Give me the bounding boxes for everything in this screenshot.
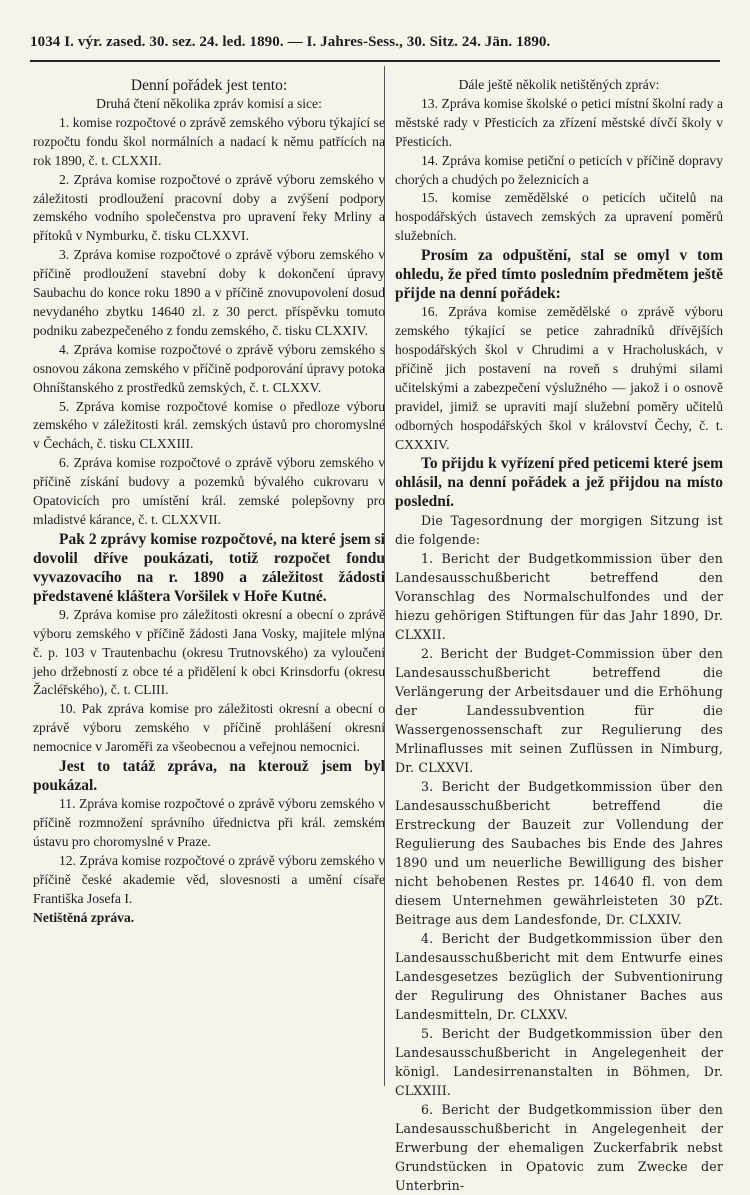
unprinted-note: Netištěná zpráva. [33, 909, 135, 925]
agenda-item: 2. Zpráva komise rozpočtové o zprávě výboru zemského v záležitosti prodloužení pracovní doby a zvýšení podpory zemského vodního společenstva pro upravení řeky Mrliny a přítoků v Nymburku, č. tisku CLXXVI. [33, 171, 385, 244]
agenda-item: 11. Zpráva komise rozpočtové o zprávě výboru zemského v příčině rozmnožení správního úřednictva při král. zemském ústavu pro choromyslné v Praze. [33, 796, 385, 849]
bold-remark: Pak 2 zprávy komise rozpočtové, na které jsem si dovolil dříve poukázati, totiž rozpočet fondu vyvazovacího na r. 1890 a záležitost žádosti představené kláštera Voršilek v Hoře Kutné. [33, 530, 385, 605]
german-item: 5. Bericht der Budgetkommission über den Landesausschußbericht in Angelegenheit der königl. Landesirrenanstalten in Böhmen, Dr. CLXXIII. [395, 1026, 723, 1099]
agenda-item: 15. komise zemědělské o peticích učitelů na hospodářských ústavech zemských za upravení poměrů služebních. [395, 190, 723, 244]
agenda-item: 3. Zpráva komise rozpočtové o zprávě výboru zemského v příčině prodloužení stavební doby k dokončení úpravy Saubachu do konce roku 1890 a v příčině znovupovolení dosud nevydaného zbytku 14640 zl. z 30 perct. příspěvku tomuto podniku zabezpečeného z fondu zemského, č. tisku CLXXIV. [33, 247, 385, 338]
german-item: 2. Bericht der Budget-Commission über den Landesausschußbericht betreffend die Verlängerung der Arbeitsdauer und die Erhöhung der Landessubvention für die Wassergenossenschaft zur Regulierung des Mrlinaflusses mit seinen Zuflüssen in Nimburg, Dr. CLXXVI. [395, 646, 723, 776]
agenda-item: 5. Zpráva komise rozpočtové komise o předloze výboru zemského v záležitosti král. zemských ústavů pro choromyslné v Čechách, č. tisku CLXXIII. [33, 398, 385, 452]
left-column [33, 76, 385, 927]
header-rule [30, 60, 720, 62]
agenda-item: 1. komise rozpočtové o zprávě zemského výboru týkající se rozpočtu fondu škol normálních a nadací k němu patřících na rok 1890, č. t. CLXXII. [33, 114, 385, 168]
right-title: Dále ještě několik netištěných zpráv: [458, 77, 660, 92]
agenda-item: 10. Pak zpráva komise pro záležitosti okresní a obecní o zprávě výboru zemského v příčině prohlášení okresní nemocnice v Jaroměři za všeobecnou a veřejnou nemocnici. [33, 701, 385, 755]
agenda-item: 12. Zpráva komise rozpočtové o zprávě výboru zemského v příčině české akademie věd, slovesnosti a umění císaře Františka Josefa I. [33, 852, 385, 906]
german-item: 1. Bericht der Budgetkommission über den Landesausschußbericht betreffend den Voranschlag des Normalschulfondes und der hiezu gehörigen Stiftungen für das Jahr 1890, Dr. CLXXII. [395, 551, 723, 643]
agenda-item: 16. Zpráva komise zemědělské o zprávě výboru zemského týkající se petice zahradníků dřívějších hospodářských škol v Chrudimi a v Hracholuskách, v příčině jich postavení na roveň s druhými silami učitelskými a zabezpečení výslužného — jakož i o osnově pravidel, jimiž se upraviti mají služební poměry učitelů odborných hospodářských škol v království Čechy, č. t. CXXXIV. [395, 304, 723, 452]
left-intro: Druhá čtení několika zpráv komisí a sice: [96, 96, 322, 111]
agenda-item: 9. Zpráva komise pro záležitosti okresní a obecní o zprávě výboru zemského v příčině žádosti Jana Vosky, majitele mlýna č. p. 103 v Trautenbachu (okresu Trutnovského) za vyloučení jeho držebností z obce té a přidělení k obci Krinsdorfu (okresu Žacléřského), č. t. CLIII. [33, 606, 385, 698]
agenda-item: 14. Zpráva komise petiční o peticích v příčině dopravy chorých a chudých po železnicích a [395, 152, 723, 187]
agenda-item: 6. Zpráva komise rozpočtové o zprávě výboru zemského v příčině získání budovy a pozemků bývalého cukrovaru v Opatovicích pro umístění král. zemské polepšovny pro mladistvé kárance, č. t. CLXXVII. [33, 455, 385, 527]
right-column [395, 76, 723, 1195]
agenda-item: 4. Zpráva komise rozpočtové o zprávě výboru zemského s osnovou zákona zemského v příčině podporování úpravy potoka Ohníštanského z prostředků zemských, č. t. CLXXV. [33, 341, 385, 395]
bold-remark: Jest to tatáž zpráva, na kterouž jsem byl poukázal. [33, 758, 385, 795]
bold-remark: To přijdu k vyřízení před peticemi které jsem ohlásil, na denní pořádek a jež přijdou na místo poslední. [395, 455, 723, 511]
left-title: Denní pořádek jest tento: [130, 77, 288, 94]
german-intro: Die Tagesordnung der morgigen Sitzung ist die folgende: [395, 513, 723, 548]
page-header: 1034 I. výr. zased. 30. sez. 24. led. 1890. — I. Jahres-Sess., 30. Sitz. 24. Jän. 1890. [30, 34, 551, 50]
german-item: 4. Bericht der Budgetkommission über den Landesausschußbericht mit dem Entwurfe eines Landesgesetzes bezüglich der Subventionirung der Regulirung des Ohnistaner Baches aus Landesmitteln, Dr. CLXXV. [395, 931, 723, 1023]
german-item: 6. Bericht der Budgetkommission über den Landesausschußbericht in Angelegenheit der Erwerbung der ehemaligen Zuckerfabrik nebst Grundstücken in Opatovic zum Zwecke der Unterbrin- [395, 1102, 723, 1194]
bold-remark: Prosím za odpuštění, stal se omyl v tom ohledu, že před tímto posledním předmětem ještě přijde na denní pořádek: [395, 247, 723, 303]
agenda-item: 13. Zpráva komise školské o petici místní školní rady a městské rady v Přesticích za zřízení městské dívčí školy v Přesticích. [395, 95, 723, 149]
german-item: 3. Bericht der Budgetkommission über den Landesausschußbericht betreffend die Erstreckung der Bauzeit zur Vollendung der Regulierung des Saubaches bis Ende des Jahres 1890 und um neuerliche Bewilligung des bisher nicht behobenen Restes pr. 14640 fl. von dem diesem Unternehmen gewährleisteten 30 pZt. Beitrage aus dem Landesfonde, Dr. CLXXIV. [395, 779, 723, 928]
